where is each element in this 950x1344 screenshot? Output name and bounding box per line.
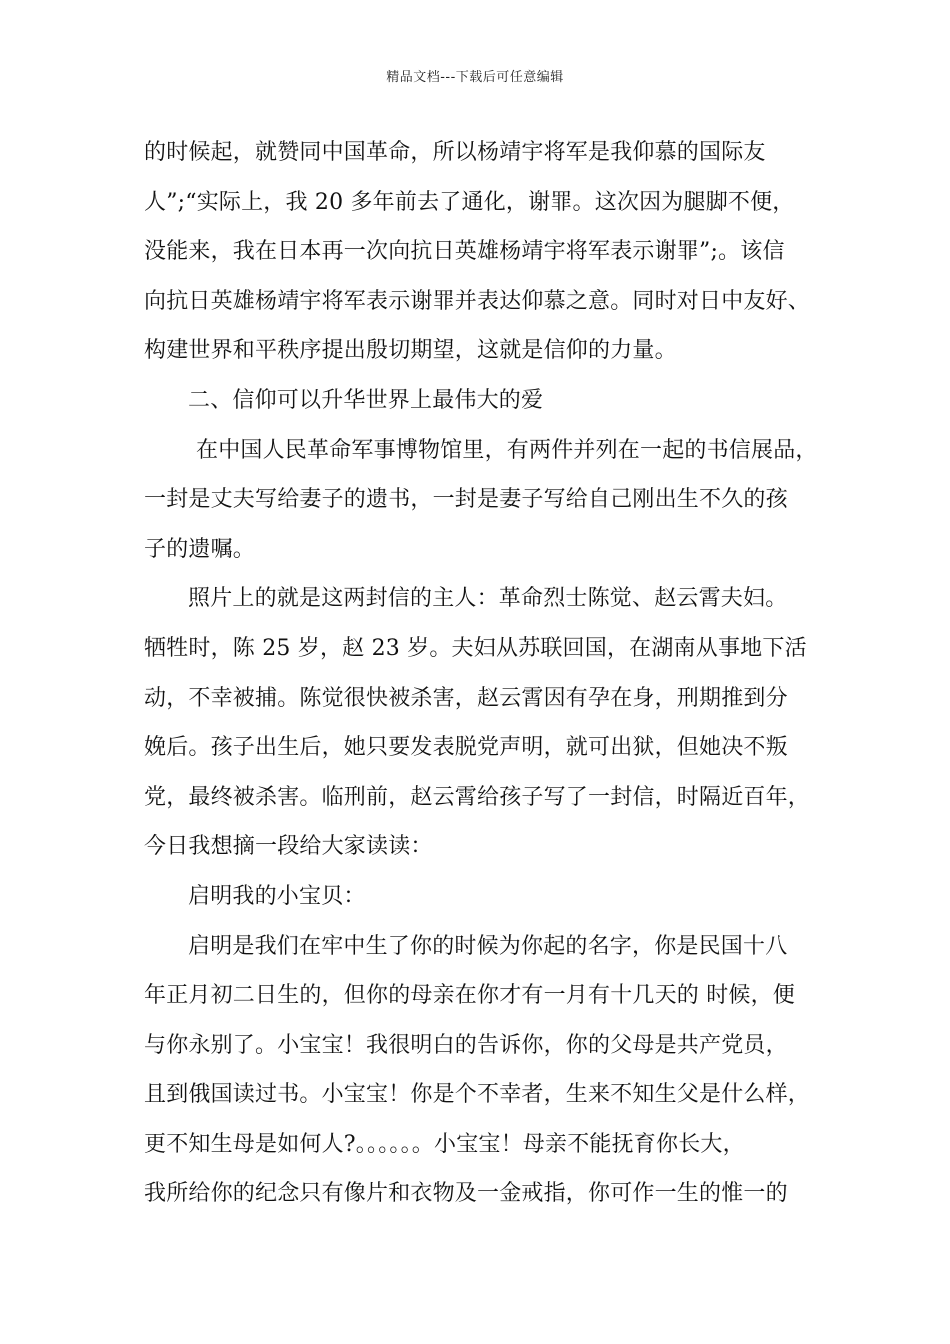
document-body xyxy=(144,128,834,1219)
text-line: 年正月初二日生的，但你的母亲在你才有一月有十几天的 时候，便 xyxy=(144,983,795,1009)
text-line: 动，不幸被捕。陈觉很快被杀害，赵云霄因有孕在身，刑期推到分 xyxy=(144,685,788,711)
text-line: 更不知生母是如何人?。。。。。。小宝宝！母亲不能抚育你长大， xyxy=(144,1131,745,1157)
page-header: 精品文档---下载后可任意编辑 xyxy=(386,70,564,85)
section-heading: 二、信仰可以升华世界上最伟大的爱 xyxy=(188,387,544,413)
text-line: 向抗日英雄杨靖宇将军表示谢罪并表达仰慕之意。同时对日中友好、 xyxy=(144,288,811,314)
text-line: 娩后。孩子出生后，她只要发表脱党声明，就可出狱，但她决不叛 xyxy=(144,735,788,761)
text-line: 一封是丈夫写给妻子的遗书，一封是妻子写给自己刚出生不久的孩 xyxy=(144,487,788,513)
text-line: 在中国人民革命军事博物馆里，有两件并列在一起的书信展品， xyxy=(196,437,818,463)
text-line: 牺牲时，陈 25 岁，赵 23 岁。夫妇从苏联回国，在湖南从事地下活 xyxy=(144,635,807,661)
text-line: 构建世界和平秩序提出殷切期望，这就是信仰的力量。 xyxy=(144,338,677,364)
text-line: 启明是我们在牢中生了你的时候为你起的名字，你是民国十八 xyxy=(188,933,788,959)
text-line: 党，最终被杀害。临刑前，赵云霄给孩子写了一封信，时隔近百年， xyxy=(144,784,811,810)
text-line: 的时候起，就赞同中国革命，所以杨靖宇将军是我仰慕的国际友 xyxy=(144,140,766,165)
text-line: 子的遗嘱。 xyxy=(144,536,256,562)
text-line: 与你永别了。小宝宝！我很明白的告诉你，你的父母是共产党员， xyxy=(144,1032,788,1058)
text-line: 人”;“实际上，我 20 多年前去了通化，谢罪。这次因为腿脚不便， xyxy=(144,189,795,215)
text-line: 没能来，我在日本再一次向抗日英雄杨靖宇将军表示谢罪”;。该信 xyxy=(144,239,785,265)
text-line: 今日我想摘一段给大家读读： xyxy=(144,834,433,860)
letter-salutation: 启明我的小宝贝： xyxy=(188,883,366,909)
text-line: 照片上的就是这两封信的主人：革命烈士陈觉、赵云霄夫妇。 xyxy=(188,586,788,612)
text-line: 我所给你的纪念只有像片和衣物及一金戒指，你可作一生的惟一的 xyxy=(144,1181,788,1207)
text-line: 且到俄国读过书。小宝宝！你是个不幸者，生来不知生父是什么样， xyxy=(144,1082,811,1108)
